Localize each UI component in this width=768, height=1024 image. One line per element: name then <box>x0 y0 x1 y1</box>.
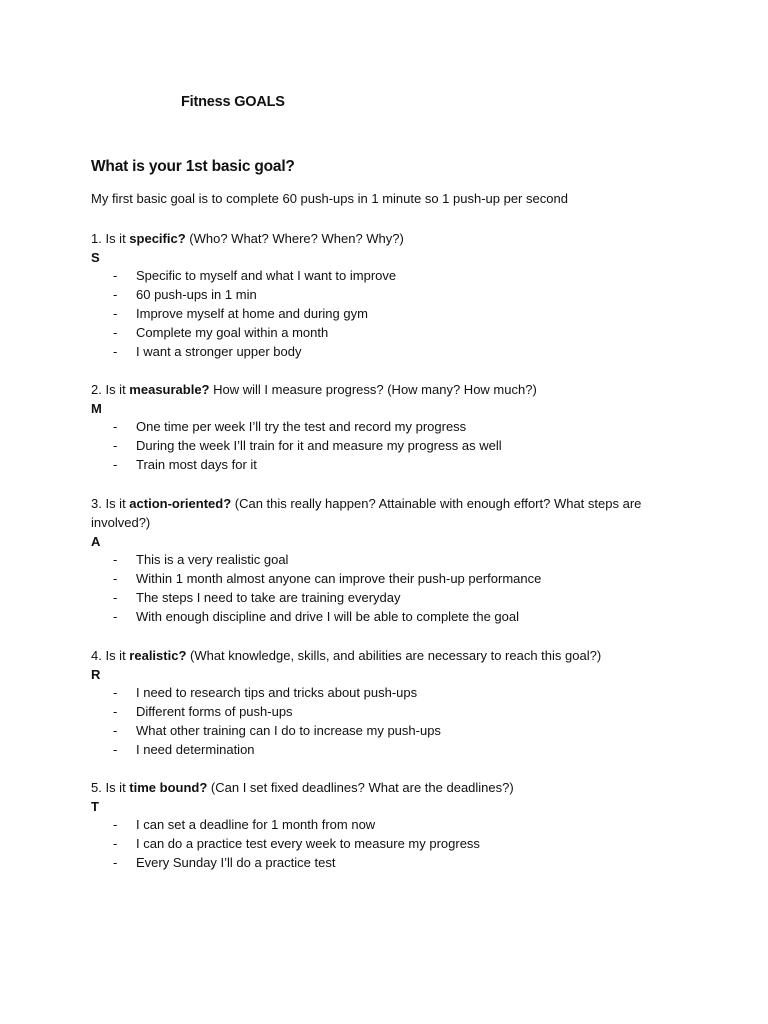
section-action-oriented <box>91 494 691 626</box>
list-item-text: I need determination <box>136 742 255 757</box>
list-item-text: What other training can I do to increase my push-ups <box>136 723 441 738</box>
list-item-text: Different forms of push-ups <box>136 704 293 719</box>
dash-marker: - <box>113 609 118 624</box>
heading-rest: How will I measure progress? (How many? How much?) <box>209 382 537 397</box>
section-letter: T <box>91 799 99 814</box>
heading-keyword: action-oriented? <box>129 496 232 511</box>
dash-marker: - <box>113 287 118 302</box>
list-item-text: I can set a deadline for 1 month from now <box>136 817 376 832</box>
section-heading <box>91 646 691 665</box>
list-item-text: I need to research tips and tricks about push-ups <box>136 685 418 700</box>
list-item <box>91 285 691 304</box>
heading-prefix: 5. Is it <box>91 780 130 795</box>
dash-marker: - <box>113 306 118 321</box>
section-heading <box>91 778 691 797</box>
list-item <box>91 740 691 759</box>
bullet-list <box>91 683 691 759</box>
list-item-text: 60 push-ups in 1 min <box>136 287 257 302</box>
list-item <box>91 702 691 721</box>
heading-keyword: realistic? <box>129 648 187 663</box>
list-item-text: I can do a practice test every week to measure my progress <box>136 836 480 851</box>
list-item-text: The steps I need to take are training everyday <box>136 590 401 605</box>
list-item <box>91 266 691 285</box>
list-item <box>91 588 691 607</box>
section-letter: S <box>91 250 100 265</box>
heading-rest: (Who? What? Where? When? Why?) <box>185 231 404 246</box>
list-item <box>91 683 691 702</box>
heading-keyword: specific? <box>129 231 186 246</box>
goal-question: What is your 1st basic goal? <box>91 158 295 175</box>
dash-marker: - <box>113 457 118 472</box>
list-item <box>91 569 691 588</box>
dash-marker: - <box>113 723 118 738</box>
list-item <box>91 834 691 853</box>
list-item-text: With enough discipline and drive I will be able to complete the goal <box>136 609 520 624</box>
dash-marker: - <box>113 742 118 757</box>
dash-marker: - <box>113 590 118 605</box>
dash-marker: - <box>113 571 118 586</box>
list-item <box>91 323 691 342</box>
section-measurable <box>91 380 691 474</box>
bullet-list <box>91 815 691 872</box>
section-specific <box>91 229 691 361</box>
heading-prefix: 2. Is it <box>91 382 130 397</box>
list-item-text: Train most days for it <box>136 457 257 472</box>
heading-prefix: 3. Is it <box>91 496 130 511</box>
heading-rest: (Can I set fixed deadlines? What are the deadlines?) <box>207 780 514 795</box>
list-item-text: I want a stronger upper body <box>136 344 302 359</box>
dash-marker: - <box>113 704 118 719</box>
dash-marker: - <box>113 552 118 567</box>
dash-marker: - <box>113 817 118 832</box>
list-item-text: One time per week I’ll try the test and record my progress <box>136 419 467 434</box>
list-item-text: This is a very realistic goal <box>136 552 289 567</box>
bullet-list <box>91 550 691 626</box>
dash-marker: - <box>113 344 118 359</box>
heading-rest: (What knowledge, skills, and abilities are necessary to reach this goal?) <box>186 648 602 663</box>
list-item <box>91 550 691 569</box>
section-letter: A <box>91 534 101 549</box>
dash-marker: - <box>113 836 118 851</box>
list-item-text: During the week I’ll train for it and measure my progress as well <box>136 438 502 453</box>
list-item <box>91 721 691 740</box>
dash-marker: - <box>113 685 118 700</box>
dash-marker: - <box>113 268 118 283</box>
section-letter: M <box>91 401 102 416</box>
heading-prefix: 1. Is it <box>91 231 130 246</box>
list-item-text: Every Sunday I’ll do a practice test <box>136 855 336 870</box>
list-item <box>91 342 691 361</box>
section-realistic <box>91 646 691 759</box>
dash-marker: - <box>113 419 118 434</box>
section-time-bound <box>91 778 691 872</box>
document-title: Fitness GOALS <box>181 94 285 110</box>
section-heading <box>91 229 691 248</box>
list-item-text: Improve myself at home and during gym <box>136 306 368 321</box>
list-item-text: Specific to myself and what I want to improve <box>136 268 397 283</box>
section-heading <box>91 494 691 532</box>
list-item <box>91 607 691 626</box>
bullet-list <box>91 266 691 361</box>
list-item <box>91 815 691 834</box>
list-item-text: Complete my goal within a month <box>136 325 329 340</box>
dash-marker: - <box>113 325 118 340</box>
heading-prefix: 4. Is it <box>91 648 130 663</box>
list-item-text: Within 1 month almost anyone can improve their push-up performance <box>136 571 542 586</box>
dash-marker: - <box>113 438 118 453</box>
list-item <box>91 417 691 436</box>
goal-answer: My first basic goal is to complete 60 push-ups in 1 minute so 1 push-up per second <box>91 191 568 206</box>
list-item <box>91 455 691 474</box>
list-item <box>91 304 691 323</box>
heading-rest: (Can this really happen? Attainable with enough effort? What steps are involved?) <box>91 496 642 530</box>
section-heading <box>91 380 691 399</box>
list-item <box>91 853 691 872</box>
heading-keyword: time bound? <box>129 780 208 795</box>
heading-keyword: measurable? <box>129 382 210 397</box>
bullet-list <box>91 417 691 474</box>
dash-marker: - <box>113 855 118 870</box>
section-letter: R <box>91 667 101 682</box>
list-item <box>91 436 691 455</box>
